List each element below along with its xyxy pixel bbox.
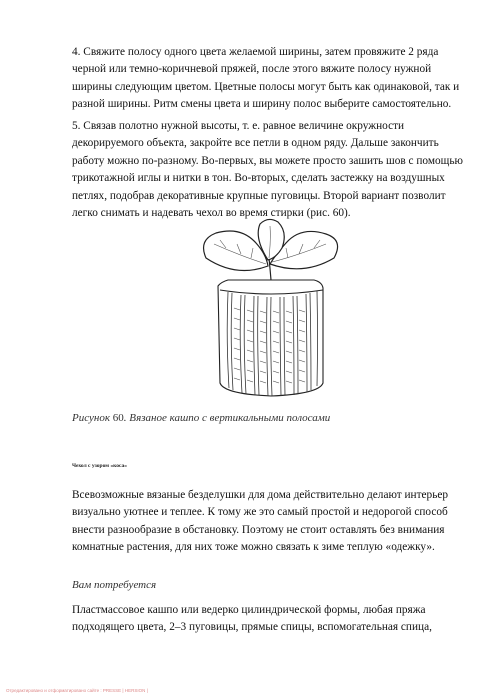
- page-footer: Отредактировано и отформатировано сайте : PRESSE | HERSION |: [6, 688, 148, 693]
- plant-stem: [269, 258, 271, 280]
- section-subheading: Чехол с узором «коса»: [72, 463, 127, 469]
- paragraph-step-5: 5. Связав полотно нужной высоты, т. е. равное величине окружности декорируемого объекта, закройте все петли в одном ряду. Дальше закончить работу можно по-разному. Во-первых, вы можете просто зашить шов с помощью трикотажной иглы и нитки в тон. Во-вторых, сделать застежку на воздушных петлях, подобрав декоративные крупные пуговицы. Второй вариант позволит легко снимать и надевать чехол во время стирки (рис. 60).: [72, 120, 463, 220]
- caption-prefix: Рисунок: [72, 412, 113, 424]
- paragraph-step-4: 4. Свяжите полосу одного цвета желаемой ширины, затем провяжите 2 ряда черной или темно-коричневой пряжей, после этого вяжите полосу нужной ширины следующим цветом. Цветные полосы могут быть как одинаковой, так и разной ширины. Ритм смены цвета и ширину полос выберите самостоятельно.: [72, 46, 460, 111]
- materials-heading: Вам потребуется: [72, 579, 157, 591]
- pot-illustration: [196, 218, 346, 403]
- figure-caption: [72, 412, 330, 424]
- paragraph-materials: Пластмассовое кашпо или ведерко цилиндрической формы, любая пряжа подходящего цвета, 2–3 пуговицы, прямые спицы, вспомогательная спица,: [72, 604, 432, 634]
- caption-number: 60: [112, 412, 124, 424]
- caption-text: . Вязаное кашпо с вертикальными полосами: [123, 412, 331, 424]
- paragraph-intro: Всевозможные вязаные безделушки для дома действительно делают интерьер визуально уютнее и теплее. К тому же это самый простой и недорогой способ внести разнообразие в обстановку. Поэтому не стоит оставлять без внимания комнатные растения, для них тоже можно связать к зиме теплую «одежку».: [72, 489, 449, 554]
